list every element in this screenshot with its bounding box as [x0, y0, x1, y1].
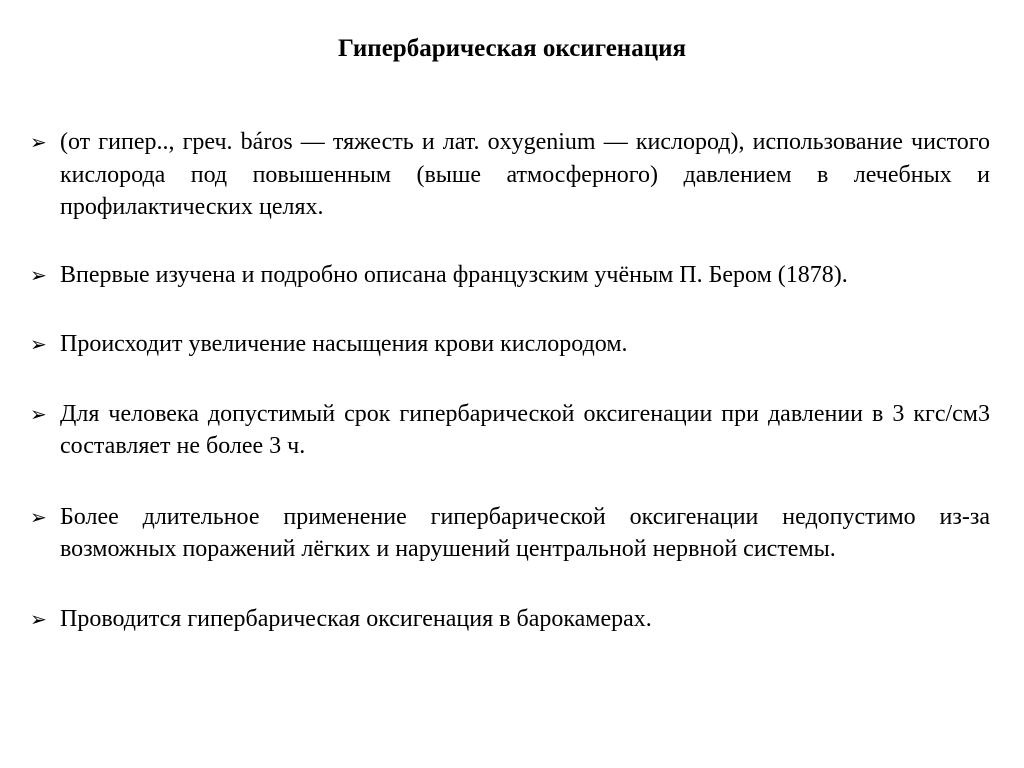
bullet-list: [30, 126, 990, 670]
bullet-text: Происходит увеличение насыщения крови кислородом.: [60, 331, 628, 357]
bullet-item-definition: [30, 126, 990, 224]
bullet-text: Впервые изучена и подробно описана французским учёным П. Бером (1878).: [60, 261, 848, 288]
bullet-text: Проводится гипербарическая оксигенация в барокамерах.: [60, 605, 652, 632]
arrow-bullet-icon: ➢: [30, 606, 47, 631]
bullet-item-history: [30, 259, 990, 292]
slide-title: Гипербарическая оксигенация: [337, 35, 687, 62]
bullet-text: Для человека допустимый срок гипербарической оксигенации при давлении в 3 кгс/см3 составляет не более 3 ч.: [60, 400, 990, 459]
arrow-bullet-icon: ➢: [30, 262, 47, 287]
bullet-item-effect: [30, 328, 990, 361]
arrow-bullet-icon: ➢: [30, 401, 47, 426]
bullet-text: (от гипер.., греч. báros — тяжесть и лат. oxygenium — кислород), использование чистого кислорода под повышенным (выше атмосферного) давлением в лечебных и профилактических целях.: [60, 129, 990, 220]
bullet-item-risks: [30, 501, 990, 566]
bullet-item-duration: [30, 398, 990, 463]
arrow-bullet-icon: ➢: [30, 332, 47, 356]
bullet-text: Более длительное применение гипербарической оксигенации недопустимо из-за возможных поражений лёгких и нарушений центральной нервной системы.: [60, 503, 990, 562]
arrow-bullet-icon: ➢: [30, 504, 47, 529]
bullet-item-chambers: [30, 603, 990, 636]
arrow-bullet-icon: ➢: [30, 130, 47, 154]
